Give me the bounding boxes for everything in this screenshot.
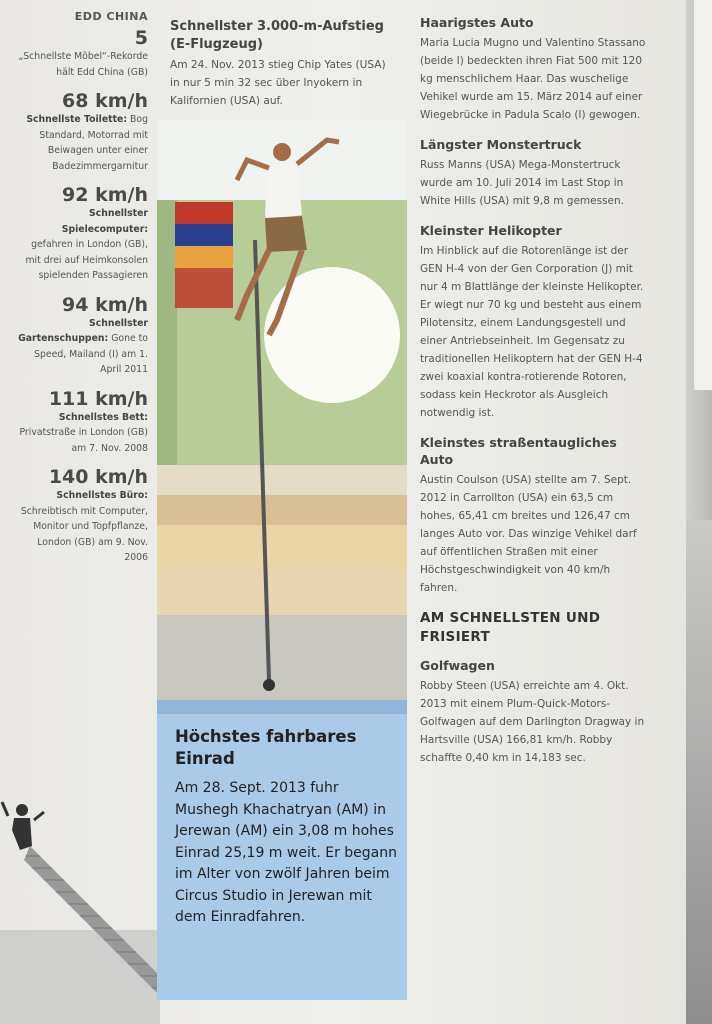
record-description: „Schnellste Möbel“-Rekorde hält Edd China (GB): [18, 51, 148, 78]
section-text: Austin Coulson (USA) stellte am 7. Sept. 2012 in Carrollton (USA) ein 63,5 cm hohes, 65,41 cm breites und 126,47 cm langes Auto vor. Das winzige Vehikel darf auf öffentlichen Straßen mit einer Höchstgeschwindigkeit von 40 km/h fahren.: [420, 474, 637, 594]
section-text: Maria Lucia Mugno und Valentino Stassano (beide I) bedeckten ihren Fiat 500 mit 120 kg menschlichem Haar. Das wuschelige Vehikel wurde am 15. März 2014 auf einer Wiegebrücke in Padula Scalo (I) gewogen.: [420, 37, 646, 121]
record-label: Schnellster Spielecomputer:: [61, 208, 148, 235]
section-title: Haarigstes Auto: [420, 15, 534, 30]
record-value: 111 km/h: [48, 387, 148, 410]
unicycle-photo: [157, 120, 407, 700]
article-title: Schnellster 3.000-m-Aufstieg (E-Flugzeug): [170, 19, 384, 52]
record-item: [18, 466, 148, 566]
caption-text: Am 28. Sept. 2013 fuhr Mushegh Khachatryan (AM) in Jerewan (AM) ein 3,08 m hohes Einrad 25,19 m weit. Er begann im Alter von zwölf Jahren beim Circus Studio in Jerewan mit dem Einradfahren.: [175, 780, 398, 925]
record-item: [18, 388, 148, 457]
record-label: Schnellster Gartenschuppen:: [18, 317, 148, 344]
round-window: [264, 267, 400, 403]
record-value: 140 km/h: [48, 466, 148, 488]
record-description: Gone to Speed, Mailand (I) am 1. April 2011: [34, 333, 148, 375]
article-section: [420, 222, 650, 422]
section-title: Kleinster Helikopter: [420, 223, 562, 238]
next-page-edge: [686, 0, 712, 1024]
record-label: Schnellstes Büro:: [56, 490, 148, 501]
record-description: Bog Standard, Motorrad mit Beiwagen unter einer Badezimmergarnitur: [39, 114, 148, 172]
right-column: [420, 14, 650, 779]
category-heading: AM SCHNELLSTEN UND FRISIERT: [420, 610, 601, 645]
caption-title: Höchstes fahrbares Einrad: [175, 727, 357, 768]
article-text: Am 24. Nov. 2013 stieg Chip Yates (USA) in nur 5 min 32 sec über Inyokern in Kalifornien (USA) auf.: [170, 59, 386, 107]
record-item: [18, 184, 148, 284]
record-description: gefahren in London (GB), mit drei auf Heimkonsolen spielenden Passagieren: [25, 239, 148, 281]
record-item: [18, 90, 148, 174]
article-section: [420, 14, 650, 124]
article-section: [420, 434, 650, 597]
record-description: Schreibtisch mit Computer, Monitor und Topfpflanze, London (GB) am 9. Nov. 2006: [20, 505, 148, 563]
record-item: [18, 294, 148, 378]
record-value: 5: [134, 27, 148, 49]
record-label: Schnellste Toilette:: [26, 114, 128, 125]
record-description: Privatstraße in London (GB) am 7. Nov. 2008: [19, 427, 148, 454]
article-section: [420, 609, 650, 767]
section-title: Kleinstes straßentaugliches Auto: [420, 435, 617, 467]
armenian-flag: [175, 202, 233, 308]
record-value: 94 km/h: [62, 293, 148, 316]
column-header: EDD CHINA: [74, 10, 148, 23]
section-text: Robby Steen (USA) erreichte am 4. Okt. 2013 mit einem Plum-Quick-Motors-Golfwagen auf dem Darlington Dragway in Hartsville (USA) 166,81 km/h. Robby schaffte 0,40 km in 14,183 sec.: [420, 680, 645, 764]
record-value: 68 km/h: [62, 90, 148, 112]
section-text: Im Hinblick auf die Rotorenlänge ist der GEN H-4 von der Gen Corporation (J) mit nur 4 m Blattlänge der kleinste Helikopter. Er wiegt nur 70 kg und besteht aus einem Pilotensitz, einem Landungsgestell und einer Antriebseinheit. Im Gegensatz zu traditionellen Helikoptern hat der GEN H-4 zwei koaxial kontra-rotierende Rotoren, sodass kein Heckrotor als Ausgleich notwendig ist.: [420, 245, 644, 419]
section-text: Russ Manns (USA) Mega-Monstertruck wurde am 10. Juli 2014 im Last Stop in White Hills (USA) mit 9,8 m gemessen.: [420, 159, 624, 207]
record-value: 92 km/h: [62, 184, 148, 206]
section-title: Golfwagen: [420, 658, 495, 673]
section-title: Längster Monstertruck: [420, 137, 582, 152]
top-article: [170, 18, 390, 110]
photo-caption: [157, 714, 407, 1000]
ladder-illustration: [0, 790, 160, 1024]
record-label: Schnellstes Bett:: [58, 411, 148, 423]
article-section: [420, 136, 650, 210]
speed-records-column: [18, 10, 148, 576]
record-item: [18, 27, 148, 80]
